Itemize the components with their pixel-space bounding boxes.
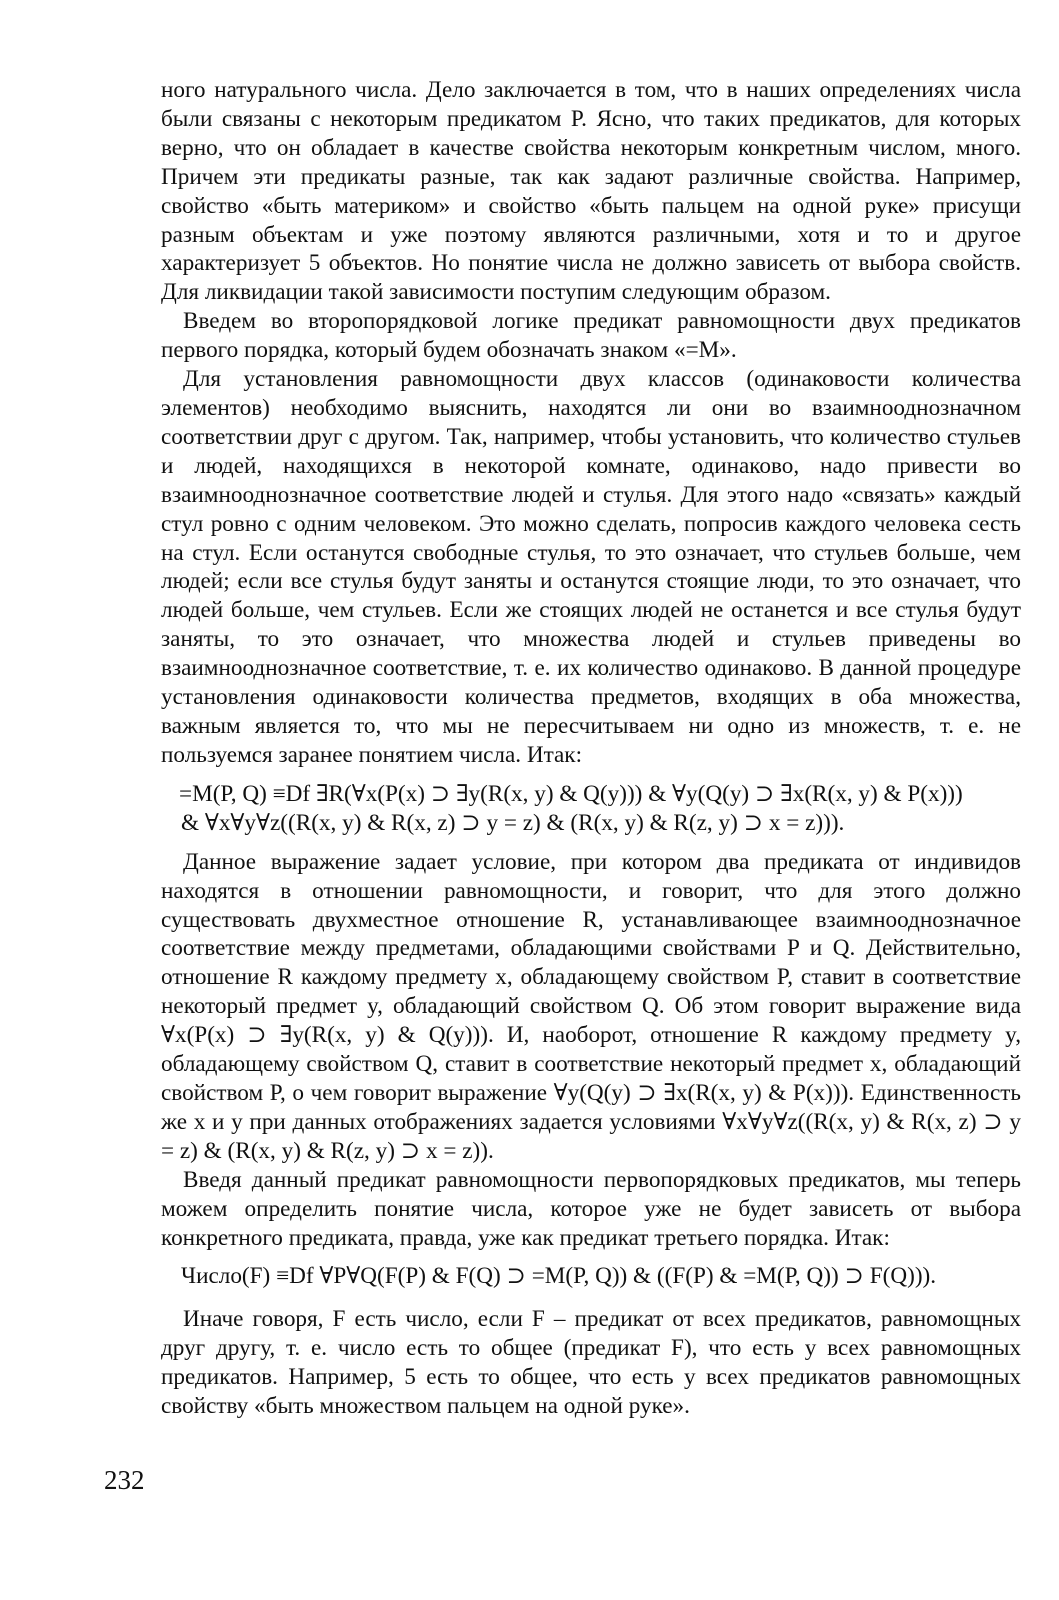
paragraph-1: ного натурального числа. Дело заключается в том, что в наших определениях числа были связаны с некоторым предикатом P. Ясно, что таких предикатов, для которых верно, что он обладает в качестве свойства некоторым конкретным числом, много. Причем эти предикаты разные, так как задают различные свойства. Например, свойство «быть материком» и свойство «быть пальцем на одной руке» присущи разным объектам и уже поэтому являются различными, хотя и то и другое характеризует 5 объектов. Но понятие числа не должно зависеть от выбора свойств. Для ликвидации такой зависимости поступим следующим образом. [161, 77, 1021, 306]
formula-equinumerosity [179, 780, 1021, 838]
formula-line-1: =M(P, Q) ≡Df ∃R(∀x(P(x) ⊃ ∃y(R(x, y) & Q(y))) & ∀y(Q(y) ⊃ ∃x(R(x, y) & P(x))) [179, 780, 963, 807]
formula-line-2: & ∀x∀y∀z((R(x, y) & R(x, z) ⊃ y = z) & (R(x, y) & R(z, y) ⊃ x = z))). [181, 809, 845, 836]
formula-number-definition: Число(F) ≡Df ∀P∀Q(F(P) & F(Q) ⊃ =M(P, Q)) & ((F(P) & =M(P, Q)) ⊃ F(Q))). [181, 1263, 937, 1290]
paragraph-6: Иначе говоря, F есть число, если F – предикат от всех предикатов, равномощных друг другу, т. е. число есть то общее (предикат F), что есть у всех равномощных предикатов. Например, 5 есть то общее, что есть у всех предикатов равномощных свойству «быть множеством пальцем на одной руке». [161, 1306, 1021, 1420]
paragraph-2: Введем во второпорядковой логике предикат равномощности двух предикатов первого порядка, который будем обозначать знаком «=M». [161, 308, 1021, 364]
paragraph-3: Для установления равномощности двух классов (одинаковости количества элементов) необходимо выяснить, находятся ли они во взаимнооднозначном соответствии друг с другом. Так, например, чтобы установить, что количество стульев и людей, находящихся в некоторой комнате, одинаково, надо привести во взаимнооднозначное соответствие людей и стулья. Для этого надо «связать» каждый стул ровно с одним человеком. Это можно сделать, попросив каждого человека сесть на стул. Если останутся свободные стулья, то это означает, что стульев больше, чем людей; если все стулья будут заняты и останутся стоящие люди, то это означает, что людей больше, чем стульев. Если же стоящих людей не останется и все стулья будут заняты, то это означает, что множества людей и стульев приведены во взаимнооднозначное соответствие, т. е. их количество одинаково. В данной процедуре установления одинаковости количества предметов, входящих в оба множества, важным является то, что мы не пересчитываем ни одно из множеств, т. е. не пользуемся заранее понятием числа. Итак: [161, 366, 1021, 768]
page-body [161, 76, 1021, 1421]
paragraph-4: Данное выражение задает условие, при котором два предиката от индивидов находятся в отношении равномощности, и говорит, что для этого должно существовать двухместное отношение R, устанавливающее взаимнооднозначное соответствие между предметами, обладающими свойствами P и Q. Действительно, отношение R каждому предмету x, обладающему свойством P, ставит в соответствие некоторый предмет y, обладающий свойством Q. Об этом говорит выражение вида ∀x(P(x) ⊃ ∃y(R(x, y) & Q(y))). И, наоборот, отношение R каждому предмету y, обладающему свойством Q, ставит в соответствие некоторый предмет x, обладающий свойством P, о чем говорит выражение ∀y(Q(y) ⊃ ∃x(R(x, y) & P(x))). Единственность же x и y при данных отображениях задается условиями ∀x∀y∀z((R(x, y) & R(x, z) ⊃ y = z) & (R(x, y) & R(z, y) ⊃ x = z)). [161, 848, 1021, 1164]
page-number: 232 [104, 1465, 145, 1495]
paragraph-5: Введя данный предикат равномощности первопорядковых предикатов, мы теперь можем определить понятие числа, которое уже не будет зависеть от выбора конкретного предиката, правда, уже как предикат третьего порядка. Итак: [161, 1166, 1021, 1251]
